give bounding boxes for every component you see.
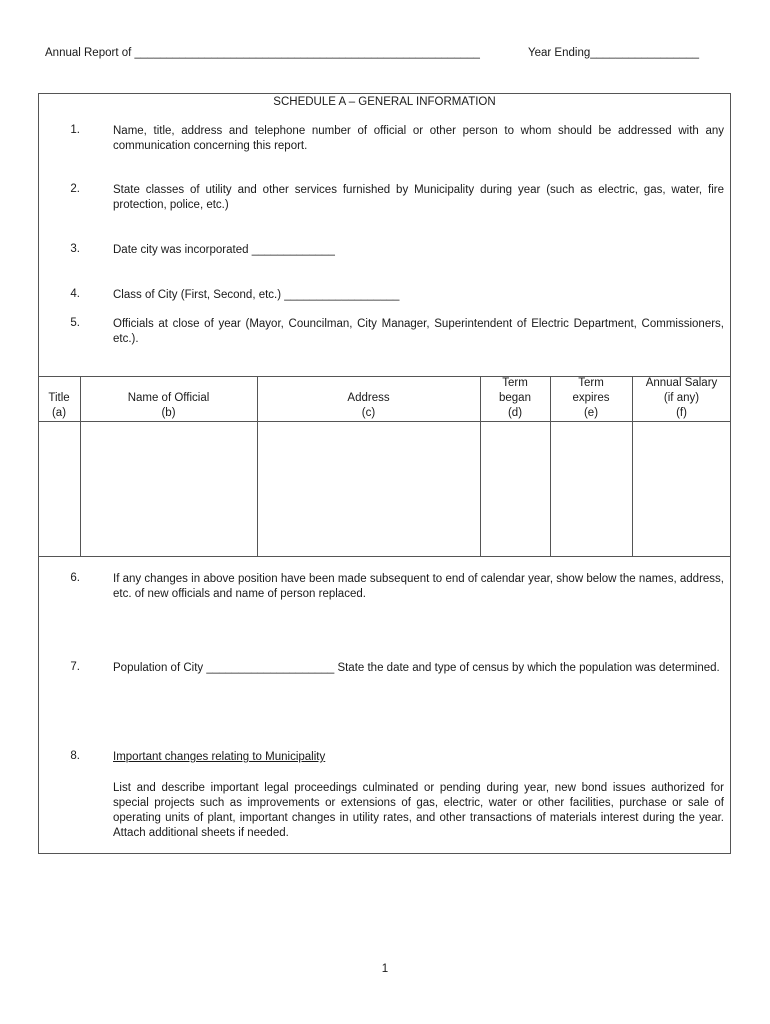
item-number: 1. <box>70 124 80 136</box>
schedule-title: SCHEDULE A – GENERAL INFORMATION <box>273 96 496 108</box>
year-ending-field: Year Ending_________________ <box>528 47 699 59</box>
item-text: Population of City ____________________ State the date and type of census by which the population was determined. <box>113 662 720 674</box>
column-header-term-began: Term began (d) <box>499 377 531 419</box>
item-heading: Important changes relating to Municipality <box>113 751 326 763</box>
item-text: If any changes in above position have been made subsequent to end of calendar year, show below the names, address, etc. of new officials and name of person replaced. <box>113 573 724 600</box>
column-header-annual-salary: Annual Salary (if any) (f) <box>645 377 718 419</box>
annual-report-of-field: Annual Report of ______________________________________________________ <box>45 47 480 59</box>
column-header-name: Name of Official (b) <box>127 392 210 419</box>
item-text: Name, title, address and telephone number of official or other person to whom should be addressed with any communication concerning this report. <box>113 125 724 152</box>
item-number: 2. <box>70 183 80 195</box>
item-text: Date city was incorporated _____________ <box>113 244 335 256</box>
item-number: 8. <box>70 750 80 762</box>
column-header-title: Title (a) <box>48 392 70 419</box>
column-header-address: Address (c) <box>347 392 390 419</box>
report-header <box>45 47 725 63</box>
item-number: 4. <box>70 288 80 300</box>
table-header-rule <box>38 421 731 422</box>
table-bottom-rule <box>38 556 731 557</box>
column-header-term-expires: Term expires (e) <box>572 377 610 419</box>
item-text: Class of City (First, Second, etc.) __________________ <box>113 289 400 301</box>
item-number: 5. <box>70 317 80 329</box>
item-text: State classes of utility and other services furnished by Municipality during year (such as electric, gas, water, fire protection, police, etc.) <box>113 184 724 211</box>
page-number: 1 <box>381 963 389 975</box>
item-number: 3. <box>70 243 80 255</box>
item-number: 7. <box>70 661 80 673</box>
item-number: 6. <box>70 572 80 584</box>
item-text: Officials at close of year (Mayor, Councilman, City Manager, Superintendent of Electric Department, Commissioners, etc.). <box>113 318 724 345</box>
item-text: List and describe important legal proceedings culminated or pending during year, new bond issues authorized for special projects such as improvements or extensions of gas, electric, water or other facilities, purchase or sale of operating units of plant, important changes in utility rates, and other transactions of materials interest during the year. Attach additional sheets if needed. <box>113 782 724 839</box>
